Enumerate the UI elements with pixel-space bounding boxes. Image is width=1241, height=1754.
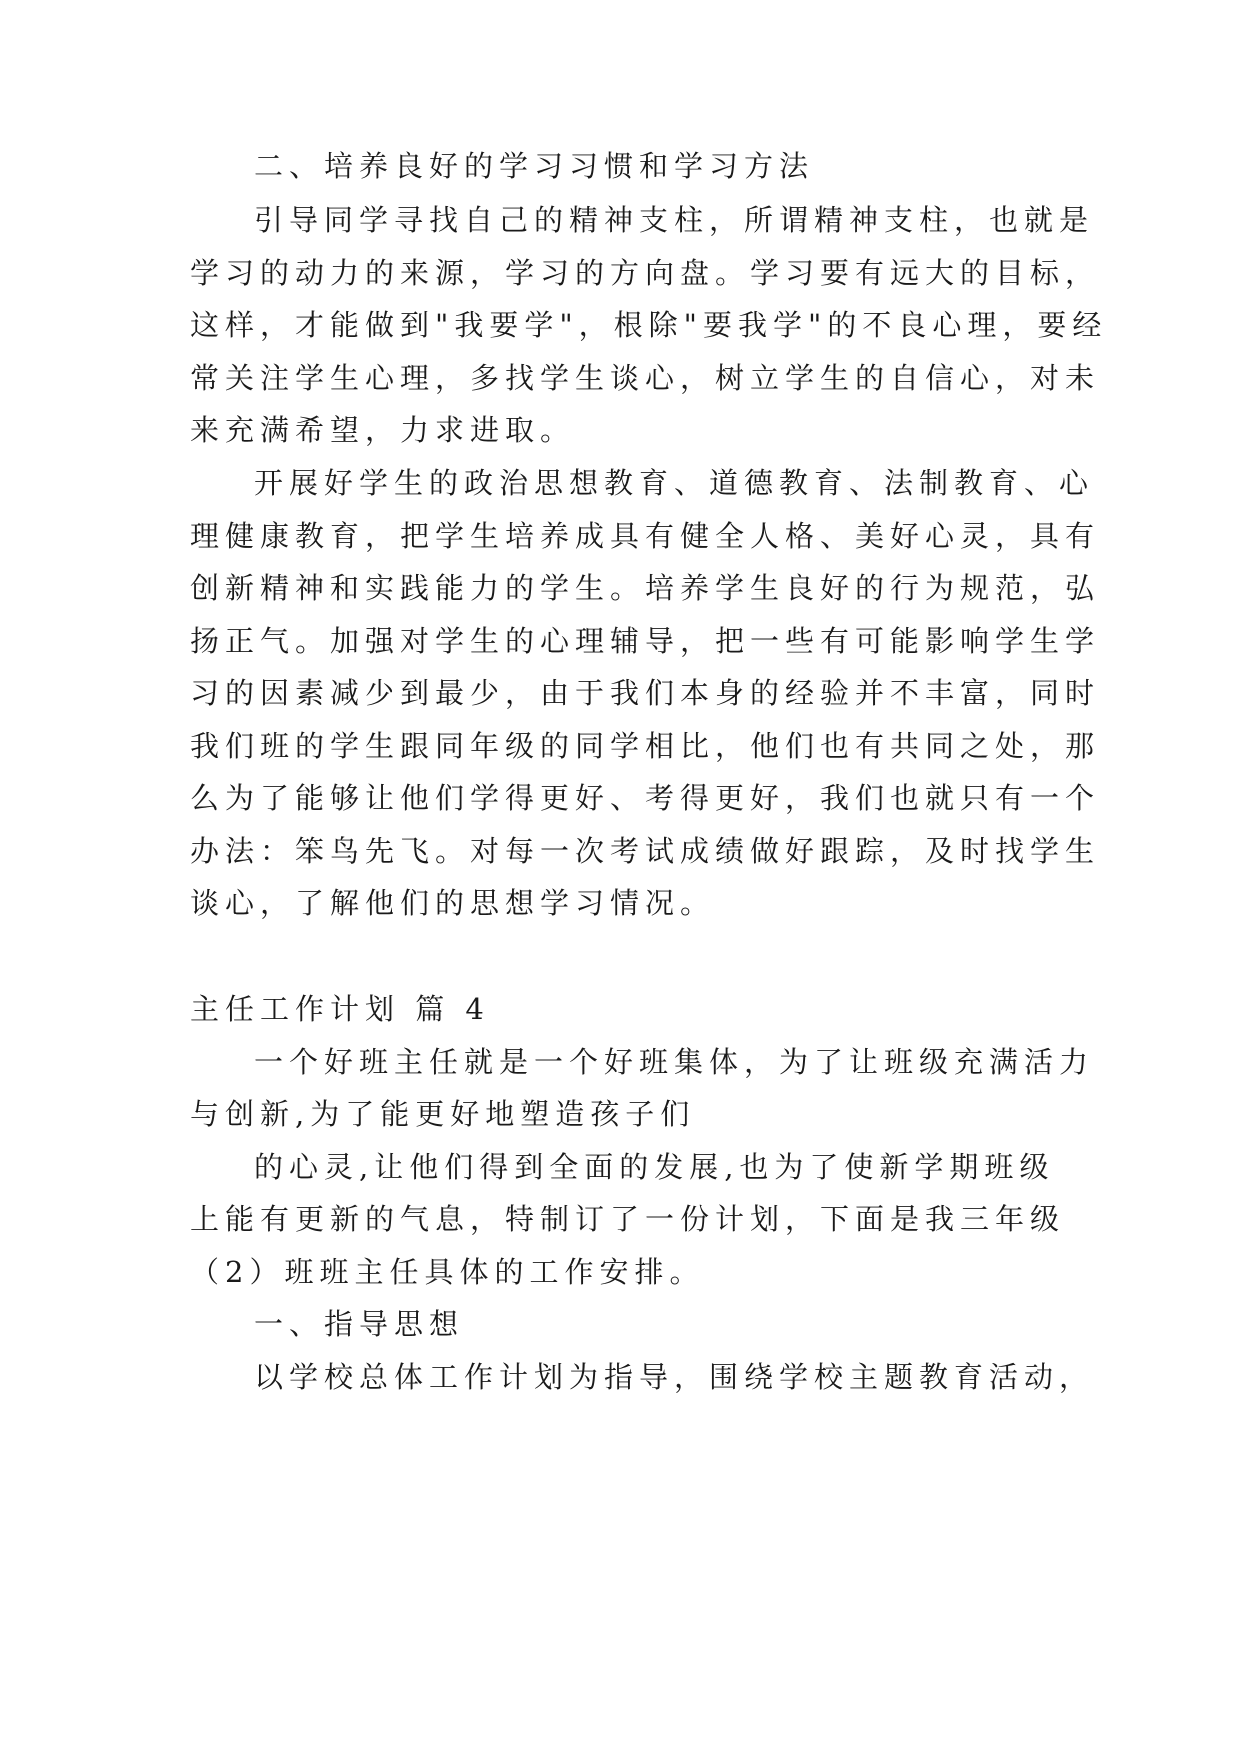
paragraph-line: 我们班的学生跟同年级的同学相比，他们也有共同之处，那 (190, 729, 1101, 763)
paragraph-line: 学习的动力的来源，学习的方向盘。学习要有远大的目标， (190, 256, 1101, 290)
paragraph-line: 创新精神和实践能力的学生。培养学生良好的行为规范，弘 (190, 571, 1101, 605)
paragraph-line: 的心灵,让他们得到全面的发展,也为了使新学期班级 (254, 1150, 1055, 1184)
plan-title: 主任工作计划 篇 4 (190, 992, 490, 1026)
paragraph-line: 与创新,为了能更好地塑造孩子们 (190, 1097, 696, 1131)
section-heading: 一、指导思想 (254, 1307, 465, 1341)
paragraph-line: 这样，才能做到"我要学"，根除"要我学"的不良心理，要经 (190, 308, 1108, 342)
paragraph-line: 上能有更新的气息，特制订了一份计划，下面是我三年级 (190, 1202, 1066, 1236)
paragraph-line: 来充满希望，力求进取。 (190, 413, 576, 447)
paragraph-line: 理健康教育，把学生培养成具有健全人格、美好心灵，具有 (190, 519, 1101, 553)
paragraph-line: 办法：笨鸟先飞。对每一次考试成绩做好跟踪，及时找学生 (190, 834, 1101, 868)
paragraph-line: 谈心，了解他们的思想学习情况。 (190, 886, 716, 920)
paragraph-line: 以学校总体工作计划为指导，围绕学校主题教育活动， (254, 1360, 1095, 1394)
section-heading: 二、培养良好的学习习惯和学习方法 (254, 149, 815, 183)
paragraph-line: （2）班班主任具体的工作安排。 (190, 1255, 705, 1289)
paragraph-line: 一个好班主任就是一个好班集体，为了让班级充满活力 (254, 1045, 1095, 1079)
paragraph-line: 扬正气。加强对学生的心理辅导，把一些有可能影响学生学 (190, 624, 1101, 658)
paragraph-line: 引导同学寻找自己的精神支柱，所谓精神支柱，也就是 (254, 203, 1095, 237)
paragraph-line: 常关注学生心理，多找学生谈心，树立学生的自信心，对未 (190, 361, 1101, 395)
paragraph-line: 习的因素减少到最少，由于我们本身的经验并不丰富，同时 (190, 676, 1101, 710)
paragraph-line: 开展好学生的政治思想教育、道德教育、法制教育、心 (254, 466, 1095, 500)
paragraph-line: 么为了能够让他们学得更好、考得更好，我们也就只有一个 (190, 781, 1101, 815)
